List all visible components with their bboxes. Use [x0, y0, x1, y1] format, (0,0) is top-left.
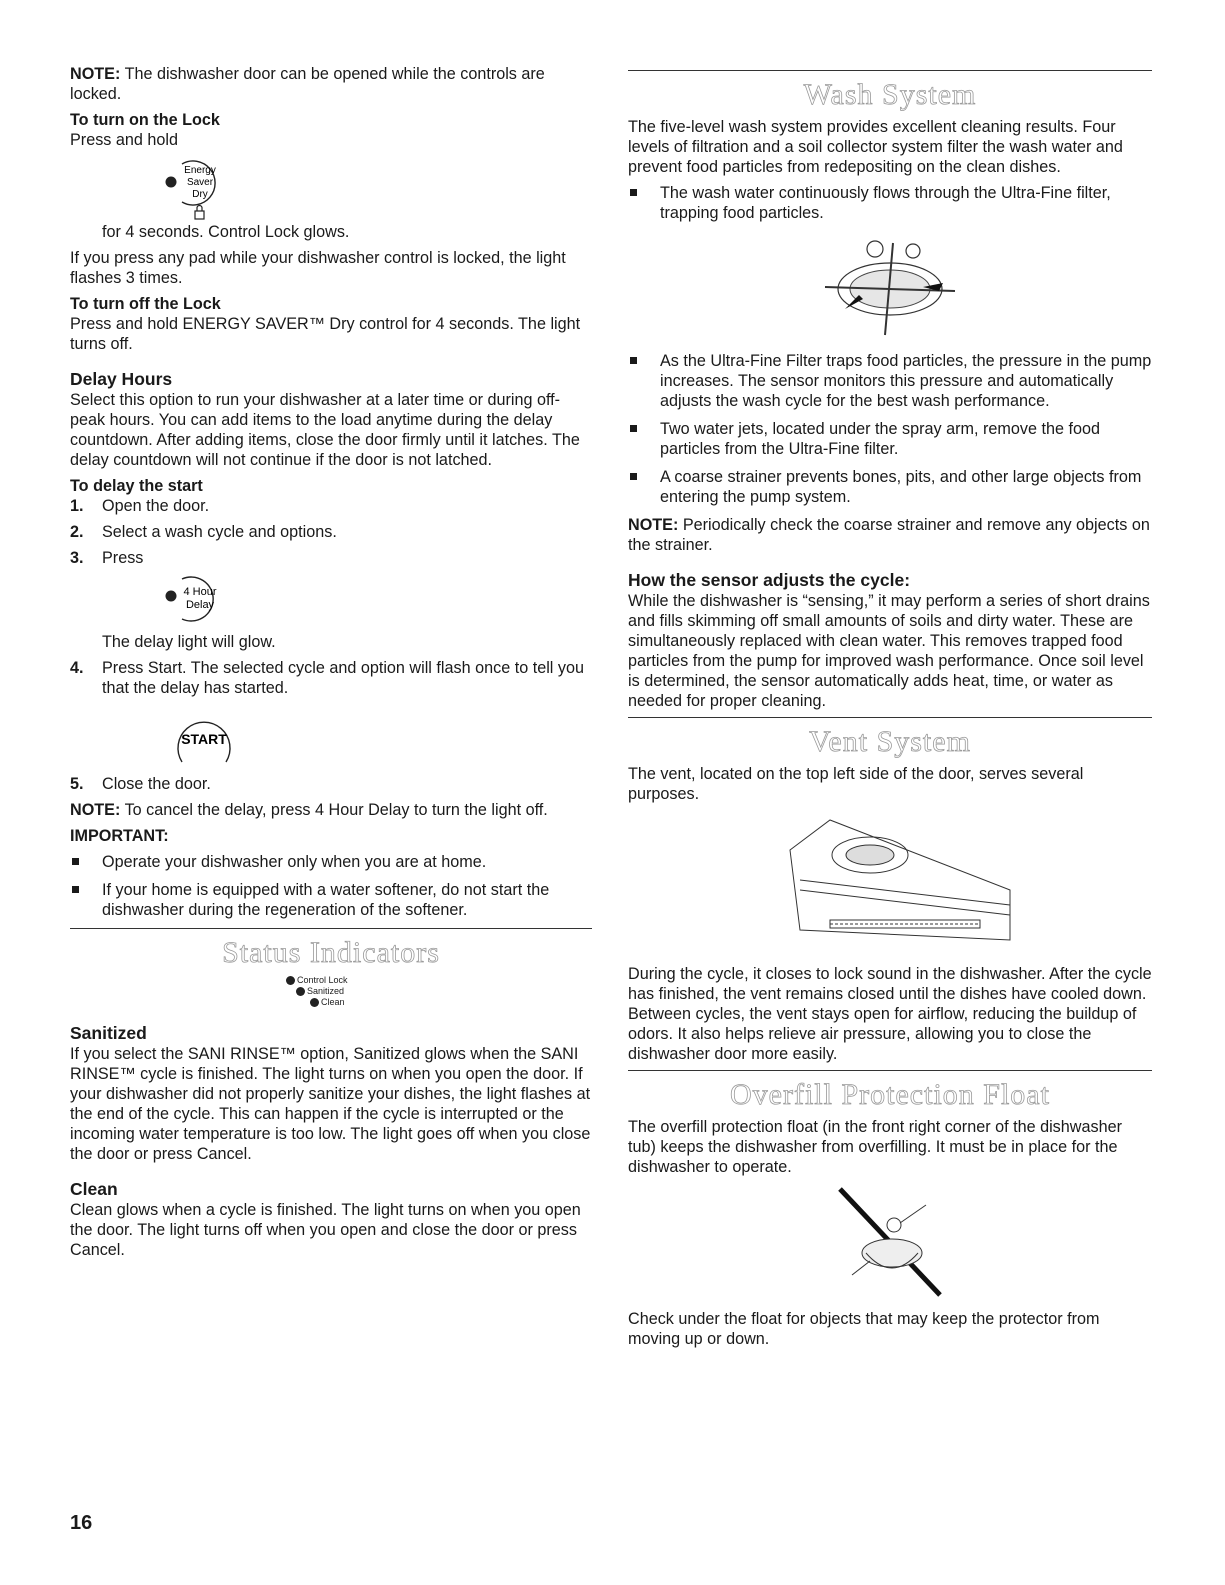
important-list	[70, 852, 592, 920]
overfill-float-illustration	[628, 1183, 1152, 1301]
indicator-control-lock: Control Lock	[286, 975, 592, 986]
indicator-light-icon	[166, 177, 177, 188]
bullet-icon	[72, 858, 79, 865]
section-divider	[70, 928, 592, 929]
delay-hours-heading: Delay Hours	[70, 369, 173, 389]
delay-glow-text: The delay light will glow.	[102, 633, 276, 651]
vent-system-title: Vent System	[809, 725, 971, 758]
delay-steps-list	[70, 496, 592, 568]
wash-list-2	[628, 351, 1152, 507]
wash-intro-text: The five-level wash system provides excellent cleaning results. Four levels of filtration and a soil collector system filter the wash water and prevent food particles from redepositing on the clean dishes.	[628, 118, 1123, 176]
indicator-light-icon	[166, 591, 177, 602]
important-heading: IMPORTANT:	[70, 827, 169, 845]
clean-heading: Clean	[70, 1179, 118, 1199]
list-item: Operate your dishwasher only when you are at home.	[70, 852, 592, 872]
svg-text:4 Hour: 4 Hour	[183, 586, 217, 598]
list-item: 3. Press	[70, 549, 144, 567]
press-and-hold-text: Press and hold	[70, 131, 178, 149]
bullet-icon	[630, 425, 637, 432]
indicator-sanitized: Sanitized	[286, 986, 592, 997]
status-indicators-title: Status Indicators	[222, 936, 440, 969]
delay-steps-list-cont	[70, 658, 592, 698]
turn-off-lock-text: Press and hold ENERGY SAVER™ Dry control for 4 seconds. The light turns off.	[70, 315, 581, 353]
indicator-light-icon	[296, 987, 305, 996]
sensor-text: While the dishwasher is “sensing,” it may perform a series of short drains and fills skimming off small amounts of soils and dirty water. These are simultaneously replaced with clean water. This removes trapped food particles from the pump for improved wash performance. Once soil level is determined, the sensor automatically adds heat, time, or water as needed for proper cleaning.	[628, 592, 1150, 710]
list-item: A coarse strainer prevents bones, pits, and other large objects from entering the pump system.	[628, 467, 1152, 507]
left-column	[70, 64, 592, 1266]
list-item: 1. Open the door.	[70, 497, 210, 515]
svg-text:Delay: Delay	[185, 599, 215, 611]
cancel-delay-note: NOTE: To cancel the delay, press 4 Hour Delay to turn the light off.	[70, 801, 548, 819]
vent-intro-text: The vent, located on the top left side of the door, serves several purposes.	[628, 765, 1084, 803]
indicator-light-icon	[286, 976, 295, 985]
list-item: If your home is equipped with a water softener, do not start the dishwasher during the regeneration of the softener.	[70, 880, 592, 920]
ultra-fine-filter-illustration	[628, 231, 1152, 341]
list-item: Two water jets, located under the spray arm, remove the food particles from the Ultra-Fine filter.	[628, 419, 1152, 459]
section-divider	[628, 70, 1152, 71]
sanitized-text: If you select the SANI RINSE™ option, Sanitized glows when the SANI RINSE™ cycle is finished. The light turns on when you open the door. If your dishwasher did not properly sanitize your dishes, the light flashes at the end of the cycle. This can happen if the cycle is interrupted or the incoming water temperature is too low. The light goes off when you close the door or press Cancel.	[70, 1045, 591, 1163]
section-divider	[628, 1070, 1152, 1071]
delay-hours-text: Select this option to run your dishwasher at a later time or during off-peak hours. You can add items to the load anytime during the delay countdown. After adding items, close the door firmly until it latches. The delay countdown will not continue if the door is not latched.	[70, 391, 580, 469]
right-column	[628, 70, 1152, 1355]
list-item: 2. Select a wash cycle and options.	[70, 523, 337, 541]
clean-text: Clean glows when a cycle is finished. The light turns on when you open the door. The light turns off when you open and close the door or press Cancel.	[70, 1201, 581, 1259]
strainer-note: NOTE: Periodically check the coarse strainer and remove any objects on the strainer.	[628, 516, 1150, 554]
list-item: 4. Press Start. The selected cycle and option will flash once to tell you that the delay has started.	[70, 659, 584, 697]
indicator-clean: Clean	[286, 997, 592, 1008]
list-item: As the Ultra-Fine Filter traps food particles, the pressure in the pump increases. The sensor monitors this pressure and automatically adjusts the wash cycle for the best wash performance.	[628, 351, 1152, 411]
bullet-icon	[72, 886, 79, 893]
four-hour-delay-button	[70, 574, 592, 626]
delay-start-heading: To delay the start	[70, 477, 203, 495]
svg-text:Dry: Dry	[192, 189, 208, 200]
section-divider	[628, 717, 1152, 718]
vent-text: During the cycle, it closes to lock sound in the dishwasher. After the cycle has finished, the vent remains closed until the dishes have cooled down. Between cycles, the vent stays open for airflow, reducing the buildup of odors. It also helps relieve air pressure, allowing you to close the dishwasher door more easily.	[628, 965, 1152, 1063]
vent-illustration	[628, 810, 1152, 960]
bullet-icon	[630, 189, 637, 196]
for-4-seconds-text: for 4 seconds. Control Lock glows.	[102, 223, 350, 241]
energy-saver-dry-button	[70, 156, 592, 222]
bullet-icon	[630, 473, 637, 480]
sanitized-heading: Sanitized	[70, 1023, 147, 1043]
turn-off-lock-heading: To turn off the Lock	[70, 295, 221, 313]
lock-icon	[195, 206, 204, 220]
list-item: The wash water continuously flows through the Ultra-Fine filter, trapping food particles.	[628, 183, 1152, 223]
overfill-check-text: Check under the float for objects that may keep the protector from moving up or down.	[628, 1310, 1100, 1348]
wash-system-title: Wash System	[803, 78, 977, 111]
overfill-intro-text: The overfill protection float (in the front right corner of the dishwasher tub) keeps the dishwasher from overfilling. It must be in place for the dishwasher to operate.	[628, 1118, 1122, 1176]
svg-text:Energy: Energy	[184, 165, 216, 176]
pad-locked-text: If you press any pad while your dishwasher control is locked, the light flashes 3 times.	[70, 249, 566, 287]
start-button	[70, 708, 592, 770]
svg-text:Saver: Saver	[186, 177, 214, 188]
wash-list-1	[628, 183, 1152, 223]
list-item: 5. Close the door.	[70, 775, 211, 793]
overfill-float-title: Overfill Protection Float	[730, 1078, 1050, 1111]
bullet-icon	[630, 357, 637, 364]
page-number: 16	[70, 1512, 93, 1534]
lock-note: NOTE: The dishwasher door can be opened while the controls are locked.	[70, 65, 545, 103]
sensor-heading: How the sensor adjusts the cycle:	[628, 570, 911, 590]
turn-on-lock-heading: To turn on the Lock	[70, 111, 220, 129]
status-indicator-panel	[70, 975, 592, 1008]
delay-steps-list-end	[70, 774, 592, 794]
svg-text:START: START	[181, 731, 227, 747]
indicator-light-icon	[310, 998, 319, 1007]
